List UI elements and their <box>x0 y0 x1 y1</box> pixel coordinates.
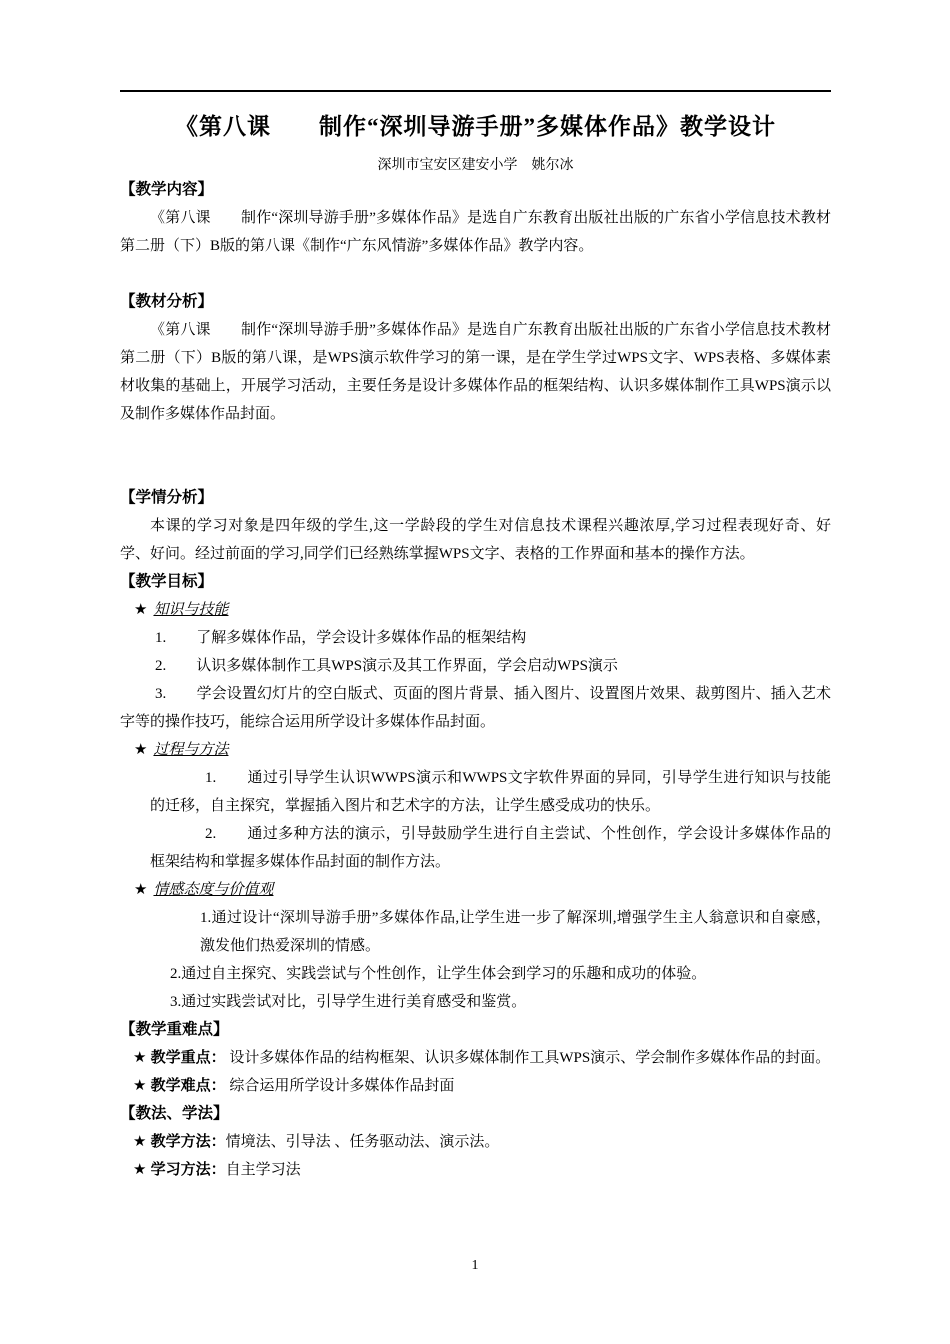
star-icon: ★ <box>134 602 148 618</box>
subsection-label: 情感态度与价值观 <box>153 882 274 898</box>
list-item-knowledge-3: 3. 学会设置幻灯片的空白版式、页面的图片背景、插入图片、设置图片效果、裁剪图片、插入艺术字等的操作技巧，能综合运用所学设计多媒体作品封面。 <box>120 686 831 730</box>
teaching-method-label: ★ 教学方法： <box>133 1133 226 1150</box>
difficulty-text: 综合运用所学设计多媒体作品封面 <box>229 1078 455 1094</box>
keypoint-label: ★ 教学重点： <box>133 1049 226 1066</box>
list-item-emotion-2: 2.通过自主探究、实践尝试与个性创作，让学生体会到学习的乐趣和成功的体验。 <box>170 966 707 982</box>
subsection-label: 过程与方法 <box>153 742 229 758</box>
subsection-emotion-values <box>120 876 831 904</box>
paragraph-learner-body: 本课的学习对象是四年级的学生,这一学龄段的学生对信息技术课程兴趣浓厚,学习过程表现好奇、好学、好问。经过前面的学习,同学们已经熟练掌握WPS文字、表格的工作界面和基本的操作方法。 <box>120 518 831 562</box>
section-material-analysis <box>120 288 831 428</box>
learning-method-text: 自主学习法 <box>225 1162 301 1178</box>
list-item-process-2: 2. 通过多种方法的演示，引导鼓励学生进行自主尝试、个性创作，学会设计多媒体作品的框架结构和掌握多媒体作品封面的制作方法。 <box>150 826 831 870</box>
section-heading-keypoints: 【教学重难点】 <box>120 1021 229 1038</box>
subsection-knowledge-skills <box>120 596 831 624</box>
subsection-label: 知识与技能 <box>153 602 229 618</box>
list-item-emotion-3: 3.通过实践尝试对比，引导学生进行美育感受和鉴赏。 <box>170 994 527 1010</box>
document-content <box>120 0 831 1184</box>
section-teaching-content <box>120 176 831 260</box>
document-author: 深圳市宝安区建安小学 姚尔冰 <box>377 158 574 173</box>
subsection-process-methods <box>120 736 831 764</box>
star-icon: ★ <box>134 882 148 898</box>
section-key-points <box>120 1016 831 1100</box>
list-item-process-1: 1. 通过引导学生认识WWPS演示和WWPS文字软件界面的异同，引导学生进行知识与技能的迁移，自主探究，掌握插入图片和艺术字的方法，让学生感受成功的快乐。 <box>150 770 831 814</box>
list-item-keypoint <box>120 1044 831 1072</box>
section-heading-methods: 【教法、学法】 <box>120 1105 229 1122</box>
section-learner-analysis <box>120 484 831 568</box>
section-heading-learner: 【学情分析】 <box>120 489 214 506</box>
list-item-teaching-method <box>120 1128 831 1156</box>
list-item-emotion-1: 1.通过设计“深圳导游手册”多媒体作品,让学生进一步了解深圳,增强学生主人翁意识和自豪感，激发他们热爱深圳的情感。 <box>200 910 831 954</box>
difficulty-label: ★ 教学难点： <box>133 1077 226 1094</box>
paragraph-content-body: 《第八课 制作“深圳导游手册”多媒体作品》是选自广东教育出版社出版的广东省小学信息技术教材第二册（下）B版的第八课《制作“广东风情游”多媒体作品》教学内容。 <box>120 210 831 254</box>
list-item-learning-method <box>120 1156 831 1184</box>
learning-method-label: ★ 学习方法： <box>133 1161 226 1178</box>
section-heading-material: 【教材分析】 <box>120 293 214 310</box>
teaching-method-text: 情境法、引导法 、任务驱动法、演示法。 <box>225 1134 500 1150</box>
page-number: 1 <box>471 1258 479 1273</box>
section-methods <box>120 1100 831 1184</box>
document-title: 《第八课 制作“深圳导游手册”多媒体作品》教学设计 <box>175 114 776 139</box>
list-item-knowledge-2: 2. 认识多媒体制作工具WPS演示及其工作界面，学会启动WPS演示 <box>155 658 618 674</box>
section-heading-content: 【教学内容】 <box>120 181 214 198</box>
section-heading-objectives: 【教学目标】 <box>120 573 214 590</box>
star-icon: ★ <box>134 742 148 758</box>
list-item-difficulty <box>120 1072 831 1100</box>
list-item-knowledge-1: 1. 了解多媒体作品，学会设计多媒体作品的框架结构 <box>155 630 527 646</box>
section-teaching-objectives <box>120 568 831 1016</box>
paragraph-material-body: 《第八课 制作“深圳导游手册”多媒体作品》是选自广东教育出版社出版的广东省小学信息技术教材第二册（下）B版的第八课，是WPS演示软件学习的第一课，是在学生学过WPS文字、WPS表格、多媒体素材收集的基础上，开展学习活动，主要任务是设计多媒体作品的框架结构、认识多媒体制作工具WPS演示以及制作多媒体作品封面。 <box>120 322 831 422</box>
keypoint-text: 设计多媒体作品的结构框架、认识多媒体制作工具WPS演示、学会制作多媒体作品的封面。 <box>229 1050 831 1066</box>
